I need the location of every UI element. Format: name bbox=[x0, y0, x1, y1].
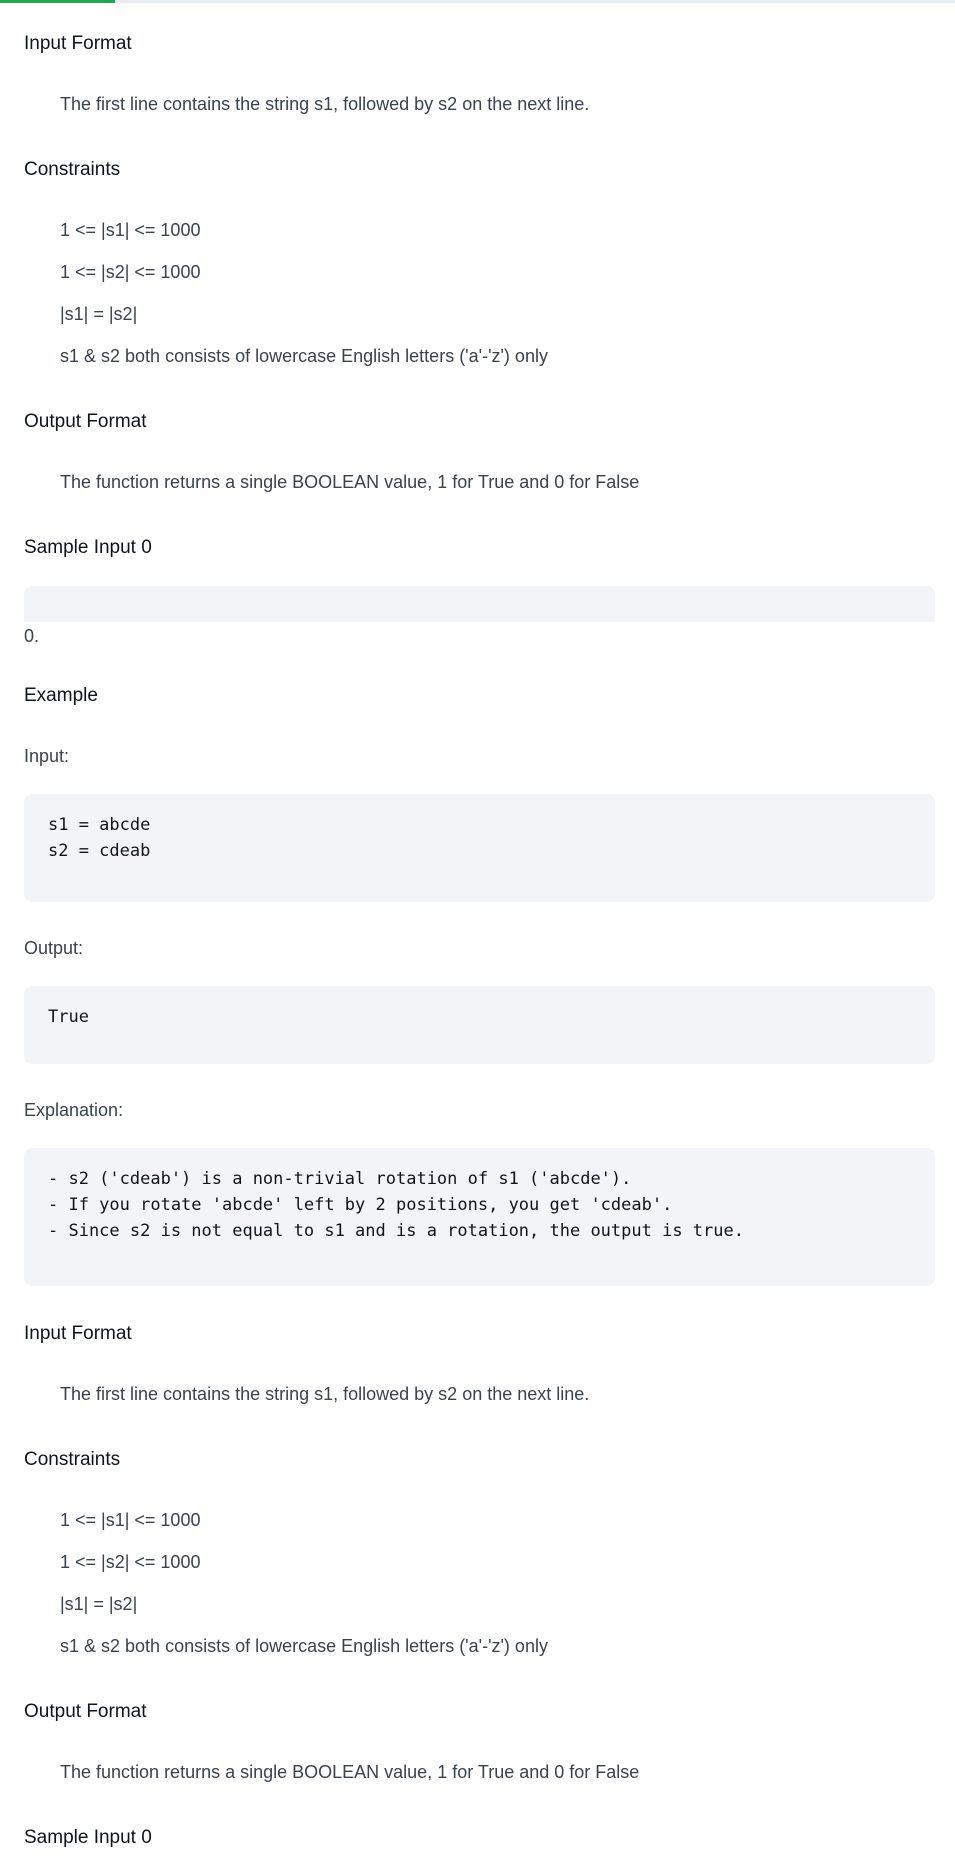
example-explanation-label: Explanation: bbox=[24, 1100, 124, 1120]
constraint-item: 1 <= |s1| <= 1000 bbox=[60, 220, 201, 240]
input-format-heading: Input Format bbox=[24, 1323, 132, 1344]
output-format-heading: Output Format bbox=[24, 1701, 147, 1722]
output-format-heading: Output Format bbox=[24, 411, 147, 432]
top-progress-fill bbox=[0, 0, 115, 3]
output-format-text: The function returns a single BOOLEAN value, 1 for True and 0 for False bbox=[60, 1762, 640, 1782]
example-output-code: True bbox=[48, 1007, 89, 1027]
input-format-text: The first line contains the string s1, followed by s2 on the next line. bbox=[60, 1384, 590, 1404]
sample-input-heading: Sample Input 0 bbox=[24, 537, 152, 558]
sample-input-trailing-text: 0. bbox=[24, 626, 40, 646]
example-explanation-codebox bbox=[24, 1148, 935, 1286]
constraint-item: s1 & s2 both consists of lowercase English letters ('a'-'z') only bbox=[60, 1636, 548, 1656]
constraint-item: |s1| = |s2| bbox=[60, 1594, 138, 1614]
constraint-item: s1 & s2 both consists of lowercase English letters ('a'-'z') only bbox=[60, 346, 548, 366]
sample-input-codebox bbox=[24, 586, 935, 622]
constraints-heading: Constraints bbox=[24, 1449, 121, 1470]
example-input-label: Input: bbox=[24, 746, 70, 766]
output-format-text: The function returns a single BOOLEAN value, 1 for True and 0 for False bbox=[60, 472, 640, 492]
sample-input-heading: Sample Input 0 bbox=[24, 1827, 152, 1848]
constraint-item: |s1| = |s2| bbox=[60, 304, 138, 324]
example-output-label: Output: bbox=[24, 938, 84, 958]
example-output-codebox bbox=[24, 986, 935, 1064]
constraint-item: 1 <= |s2| <= 1000 bbox=[60, 1552, 201, 1572]
constraints-heading: Constraints bbox=[24, 159, 121, 180]
example-explanation-code: - s2 ('cdeab') is a non-trivial rotation of s1 ('abcde'). - If you rotate 'abcde' left by 2 positions, you get 'cdeab'. - Since s2 is not equal to s1 and is a rotation, the output is true. bbox=[48, 1169, 744, 1241]
constraint-item: 1 <= |s2| <= 1000 bbox=[60, 262, 201, 282]
example-input-code: s1 = abcde s2 = cdeab bbox=[48, 815, 151, 861]
top-progress-track bbox=[0, 0, 955, 3]
input-format-text: The first line contains the string s1, followed by s2 on the next line. bbox=[60, 94, 590, 114]
input-format-heading: Input Format bbox=[24, 33, 132, 54]
constraint-item: 1 <= |s1| <= 1000 bbox=[60, 1510, 201, 1530]
example-input-codebox bbox=[24, 794, 935, 902]
example-heading: Example bbox=[24, 685, 98, 706]
